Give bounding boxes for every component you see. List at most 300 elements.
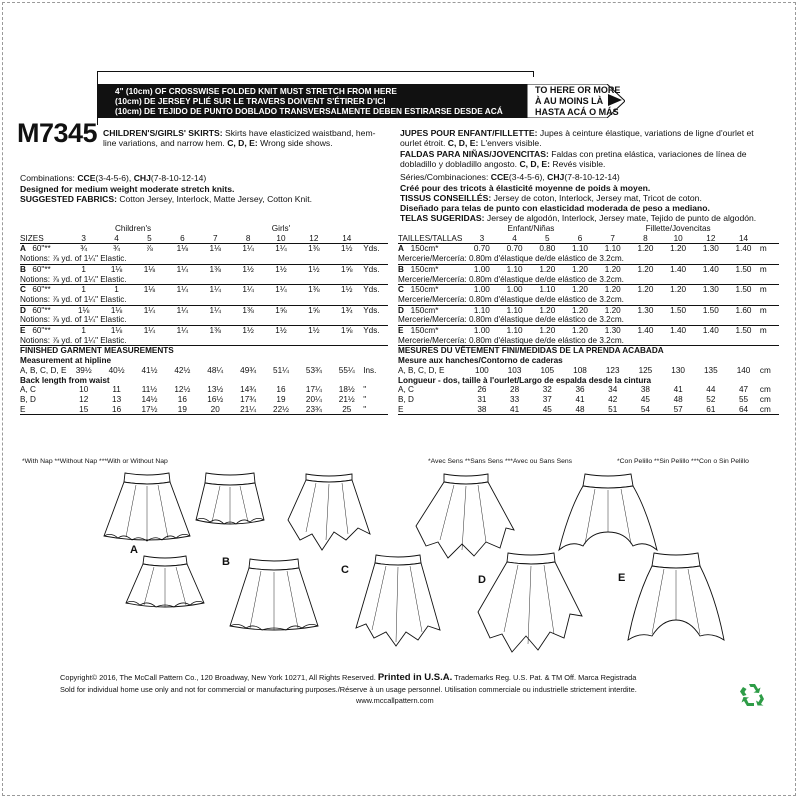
yardage-value: 1.20 bbox=[604, 264, 621, 274]
yardage-value: 1.00 bbox=[473, 264, 490, 274]
back-value: 19 bbox=[166, 405, 199, 415]
size-number: 5 bbox=[531, 234, 564, 244]
description-text-en-3: Wrong side shows. bbox=[257, 138, 333, 149]
hip-views: A, B, C, D, E bbox=[20, 365, 67, 375]
yardage-value: 1½ bbox=[275, 264, 287, 274]
yardage-value: 1.20 bbox=[572, 264, 588, 274]
stretch-line-en: 4" (10cm) OF CROSSWISE FOLDED KNIT MUST STRETCH FROM HERE bbox=[115, 86, 397, 96]
size-number: 4 bbox=[100, 234, 133, 244]
notions-row bbox=[20, 295, 388, 305]
back-value: 15 bbox=[67, 405, 100, 415]
blank-cell bbox=[20, 224, 67, 234]
home-use-notice: Sold for individual home use only and not for commercial or manufacturing purposes./Réserve à un usage personnel. Utilisation commerciale ou industrielle strictement interdite. bbox=[60, 684, 637, 694]
size-group-header-row bbox=[20, 224, 388, 234]
hip-value: 53¾ bbox=[305, 365, 322, 375]
description-views-fr: C, D, E: bbox=[447, 138, 479, 149]
view-letter: A bbox=[398, 244, 404, 254]
yardage-value: 1.20 bbox=[670, 244, 687, 254]
hip-value: 40½ bbox=[108, 365, 125, 375]
back-value: 12½ bbox=[174, 385, 191, 395]
blank-cell bbox=[363, 224, 388, 234]
yardage-unit: Yds. bbox=[363, 244, 380, 254]
hipline-label: Measurement at hipline bbox=[20, 356, 111, 366]
yardage-value: 1.20 bbox=[604, 305, 621, 315]
stretch-line-fr: (10cm) DE JERSEY PLIÉ SUR LE TRAVERS DOIVENT S'ÉTIRER D'ICI bbox=[115, 96, 386, 106]
back-value: 45 bbox=[640, 394, 650, 404]
yardage-value: 1.20 bbox=[539, 305, 556, 315]
yardage-value: 1⅜ bbox=[209, 264, 221, 274]
back-value: 51 bbox=[596, 405, 629, 415]
yardage-value: 1.40 bbox=[735, 244, 752, 254]
hip-value: 135 bbox=[703, 365, 718, 375]
fabric-width: 150cm* bbox=[410, 326, 439, 336]
yardage-value: 1.00 bbox=[506, 285, 523, 295]
description-views-en: C, D, E: bbox=[227, 138, 258, 149]
hip-value: 123 bbox=[605, 365, 620, 375]
skirt-view-b-drawing-3 bbox=[228, 556, 320, 636]
yardage-row bbox=[398, 326, 779, 336]
sizes-label: TAILLES/TALLAS bbox=[398, 234, 466, 244]
back-value: 21¼ bbox=[232, 405, 265, 415]
yardage-value: 0.70 bbox=[473, 244, 490, 254]
yardage-value: 1⅛ bbox=[110, 305, 123, 315]
yardage-value: 1.40 bbox=[637, 326, 654, 336]
description-text-en-1: Skirts have elasticized waistband, hem- bbox=[222, 128, 376, 138]
copyright-block bbox=[60, 672, 637, 707]
view-letter: B bbox=[20, 264, 26, 274]
back-value: 20 bbox=[199, 405, 232, 415]
size-group-header-row bbox=[398, 224, 779, 234]
yardage-value: 1¾ bbox=[341, 305, 353, 315]
tissus-text: Jersey de coton, Interlock, Jersey mat, Tricot de coton. bbox=[491, 193, 702, 203]
size-group-label: Enfant/Niñas bbox=[507, 224, 555, 233]
hipline-label: Mesure aux hanches/Contorno de caderas bbox=[398, 356, 563, 366]
stretch-gauge-bar bbox=[97, 84, 527, 118]
tissus-conseilles-fr bbox=[400, 193, 702, 203]
yardage-table-en bbox=[20, 224, 388, 415]
combination-sizes: (7-8-10-12-14) bbox=[150, 173, 207, 183]
back-value: 54 bbox=[629, 405, 662, 415]
yardage-value: 1¼ bbox=[143, 305, 156, 315]
arrow-head-icon bbox=[608, 94, 622, 106]
size-number: 6 bbox=[564, 234, 597, 244]
to-here-es: HASTA ACÁ O MÁS bbox=[535, 107, 619, 117]
notions-text: Mercerie/Mercería: 0.80m d'élastique de/de elástico de 3.2cm. bbox=[398, 275, 779, 285]
yardage-unit: m bbox=[759, 264, 767, 274]
back-value: 14½ bbox=[141, 394, 158, 404]
yardage-value: 1¼ bbox=[176, 305, 189, 315]
finished-measurements-title: FINISHED GARMENT MEASUREMENTS bbox=[20, 346, 174, 356]
hip-views: A, B, C, D, E bbox=[398, 365, 445, 375]
back-value: 22½ bbox=[265, 405, 298, 415]
hipline-row bbox=[398, 366, 779, 376]
back-length-row bbox=[398, 405, 779, 415]
hip-value: 130 bbox=[671, 365, 685, 375]
combination-sizes: (3-4-5-6), bbox=[508, 172, 548, 182]
size-number: 7 bbox=[199, 234, 232, 244]
yardage-value: 1.40 bbox=[670, 264, 687, 274]
back-value: 55 bbox=[738, 394, 749, 404]
yardage-value: 1 bbox=[81, 326, 86, 336]
yardage-value: 1.00 bbox=[473, 285, 490, 295]
combinations-en bbox=[20, 173, 206, 183]
back-value: 16 bbox=[100, 405, 133, 415]
description-title-en: CHILDREN'S/GIRLS' SKIRTS: bbox=[103, 128, 223, 138]
yardage-value: 1.20 bbox=[637, 264, 654, 274]
yardage-value: 1.20 bbox=[539, 264, 556, 274]
notions-row bbox=[398, 336, 779, 346]
back-value: 14¾ bbox=[240, 385, 257, 395]
blank-cell bbox=[363, 234, 388, 244]
yardage-row bbox=[398, 264, 779, 274]
yardage-value: 1⅛ bbox=[110, 326, 123, 336]
view-label-a: A bbox=[130, 544, 138, 556]
yardage-value: 1.10 bbox=[473, 305, 490, 315]
footnote-fr: *Avec Sens **Sans Sens ***Avec ou Sans Sens bbox=[428, 458, 573, 465]
back-value: 38 bbox=[466, 405, 499, 415]
yardage-value: 1.20 bbox=[604, 285, 621, 295]
back-value: 26 bbox=[477, 385, 487, 395]
yardage-row bbox=[20, 285, 388, 295]
telas-text: Jersey de algodón, Interlock, Jersey mate, Tejido de punto de algodón. bbox=[484, 213, 757, 223]
notions-row bbox=[398, 254, 779, 264]
skirt-view-a-drawing bbox=[101, 470, 193, 545]
back-value: 25 bbox=[330, 405, 363, 415]
description-text-es-1: Faldas con pretina elástica, variaciones de línea de bbox=[548, 148, 747, 159]
yardage-row bbox=[20, 326, 388, 336]
notions-row bbox=[398, 315, 779, 325]
combination-sizes: (3-4-5-6), bbox=[95, 173, 134, 183]
finished-header-row bbox=[20, 346, 388, 356]
yardage-value: 1.00 bbox=[473, 326, 490, 336]
view-letter: B bbox=[398, 264, 404, 274]
back-unit: cm bbox=[759, 394, 771, 404]
notions-row bbox=[20, 315, 388, 325]
fabric-width: 60"** bbox=[32, 264, 51, 274]
back-value: 47 bbox=[738, 385, 749, 395]
yardage-value: 1½ bbox=[242, 326, 254, 336]
view-letter: C bbox=[20, 285, 26, 295]
back-value: 16½ bbox=[207, 394, 224, 404]
description-text-fr-2: ourlet étroit. bbox=[400, 138, 448, 149]
yardage-value: 1.20 bbox=[670, 285, 687, 295]
back-value: 21½ bbox=[338, 394, 355, 404]
yardage-unit: Yds. bbox=[363, 285, 380, 295]
yardage-row bbox=[398, 244, 779, 254]
back-views: B, D bbox=[20, 394, 36, 404]
size-number: 7 bbox=[596, 234, 629, 244]
suggested-fabrics-en bbox=[20, 194, 312, 204]
yardage-value: 1.60 bbox=[735, 305, 752, 315]
skirt-view-e-drawing-2 bbox=[624, 550, 728, 646]
hip-value: 42½ bbox=[174, 365, 191, 375]
back-value: 31 bbox=[477, 394, 487, 404]
back-value: 48 bbox=[564, 405, 597, 415]
to-here-en: TO HERE OR MORE bbox=[535, 85, 621, 95]
blank-cell bbox=[760, 224, 779, 234]
size-number: 6 bbox=[166, 234, 199, 244]
yardage-value: 1½ bbox=[341, 244, 353, 254]
notions-row bbox=[20, 275, 388, 285]
hip-value: 100 bbox=[475, 365, 489, 375]
yardage-unit: m bbox=[759, 305, 767, 315]
notions-text: Mercerie/Mercería: 0.80m d'élastique de/de elástico de 3.2cm. bbox=[398, 315, 779, 325]
description-text-es-3: Revés visible. bbox=[550, 159, 606, 170]
hip-unit: Ins. bbox=[363, 365, 377, 375]
yardage-value: 1.30 bbox=[604, 326, 621, 336]
notions-text: Notions: ⅞ yd. of 1¼" Elastic. bbox=[20, 315, 388, 325]
description-text-fr-3: L'envers visible. bbox=[478, 138, 542, 149]
fabric-width: 60"** bbox=[32, 244, 51, 254]
yardage-value: 1.50 bbox=[670, 305, 687, 315]
yardage-value: 1½ bbox=[242, 264, 254, 274]
footnote-en: *With Nap **Without Nap ***With or Without Nap bbox=[22, 458, 168, 465]
yardage-value: 0.80 bbox=[539, 244, 556, 254]
combination-code: CHJ bbox=[547, 172, 565, 182]
yardage-value: 1.10 bbox=[604, 244, 621, 254]
sizes-header-row bbox=[398, 234, 779, 244]
back-length-label: Longueur - dos, taille à l'ourlet/Largo de espalda desde la cintura bbox=[398, 375, 652, 385]
back-unit: " bbox=[363, 394, 367, 404]
fabrics-text: Cotton Jersey, Interlock, Matte Jersey, Cotton Knit. bbox=[116, 194, 312, 204]
yardage-value: 1¼ bbox=[242, 244, 254, 254]
yardage-value: 1⅝ bbox=[275, 305, 287, 315]
yardage-unit: m bbox=[759, 326, 767, 336]
back-value: 33 bbox=[510, 394, 520, 404]
back-value: 10 bbox=[79, 385, 89, 395]
description-text-es-2: dobladillo y dobladillo angosto. bbox=[400, 159, 520, 170]
size-number: 12 bbox=[297, 234, 330, 244]
yardage-value: 1⅜ bbox=[308, 285, 320, 295]
notions-text: Notions: ⅞ yd. of 1¼" Elastic. bbox=[20, 295, 388, 305]
yardage-value: ¾ bbox=[113, 244, 120, 254]
back-views: B, D bbox=[398, 394, 414, 404]
yardage-value: 1.30 bbox=[637, 305, 654, 315]
tissus-label: TISSUS CONSEILLÉS: bbox=[400, 193, 492, 203]
back-value: 18½ bbox=[338, 385, 355, 395]
yardage-value: ⅞ bbox=[146, 244, 153, 254]
back-value: 37 bbox=[542, 394, 552, 404]
view-label-b: B bbox=[222, 556, 230, 568]
hip-value: 103 bbox=[507, 365, 522, 375]
back-views: E bbox=[20, 405, 67, 415]
yardage-value: 1⅜ bbox=[308, 244, 320, 254]
yardage-unit: Yds. bbox=[363, 264, 380, 274]
fabric-width: 150cm* bbox=[410, 244, 439, 254]
yardage-value: 1⅛ bbox=[209, 244, 221, 254]
yardage-value: 1.20 bbox=[572, 326, 588, 336]
notions-text: Mercerie/Mercería: 0.80m d'élastique de/de elástico de 3.2cm. bbox=[398, 336, 779, 346]
back-length-row bbox=[20, 385, 388, 395]
back-value: 61 bbox=[694, 405, 727, 415]
yardage-value: 1½ bbox=[275, 326, 287, 336]
size-number: 8 bbox=[629, 234, 662, 244]
designed-for-en: Designed for medium weight moderate stretch knits. bbox=[20, 184, 235, 194]
skirt-view-c-drawing-2 bbox=[354, 552, 442, 648]
stretch-gauge-tick bbox=[533, 71, 534, 77]
back-value: 20¼ bbox=[305, 394, 322, 404]
yardage-value: 1.10 bbox=[572, 244, 588, 254]
telas-label: TELAS SUGERIDAS: bbox=[400, 213, 485, 223]
yardage-value: 1.10 bbox=[539, 285, 556, 295]
back-value: 17¼ bbox=[305, 385, 322, 395]
size-number: 3 bbox=[67, 234, 100, 244]
size-group-label: Girls' bbox=[271, 224, 291, 233]
yardage-value: 1¼ bbox=[275, 244, 287, 254]
back-value: 64 bbox=[727, 405, 760, 415]
size-number: 14 bbox=[330, 234, 363, 244]
website-link[interactable]: www.mccallpattern.com bbox=[356, 696, 434, 705]
back-views: E bbox=[398, 405, 466, 415]
view-letter: A bbox=[20, 244, 26, 254]
yardage-value: 1.30 bbox=[702, 244, 719, 254]
yardage-value: 1.50 bbox=[702, 305, 719, 315]
hip-value: 41½ bbox=[141, 365, 158, 375]
view-label-d: D bbox=[478, 574, 486, 586]
printed-in-label: Printed in U.S.A. bbox=[377, 672, 453, 683]
yardage-value: 1.50 bbox=[735, 285, 752, 295]
yardage-value: 1⅛ bbox=[143, 285, 156, 295]
yardage-row bbox=[398, 305, 779, 315]
back-length-row bbox=[20, 395, 388, 405]
yardage-row bbox=[20, 264, 388, 274]
fabric-width: 150cm* bbox=[410, 264, 439, 274]
description-en bbox=[103, 128, 403, 149]
hipline-label-row bbox=[20, 356, 388, 366]
yardage-value: 1.10 bbox=[506, 305, 523, 315]
description-views-es: C, D, E: bbox=[519, 159, 551, 170]
yardage-value: 1¼ bbox=[275, 285, 287, 295]
back-value: 41 bbox=[498, 405, 531, 415]
yardage-value: 1⅜ bbox=[209, 326, 221, 336]
hip-value: 49¾ bbox=[240, 365, 257, 375]
disenado-es: Diseñado para telas de punto con elasticidad moderada de peso a mediano. bbox=[400, 203, 710, 213]
yardage-row bbox=[398, 285, 779, 295]
hip-value: 105 bbox=[540, 365, 555, 375]
hipline-row bbox=[20, 366, 388, 376]
view-letter: C bbox=[398, 285, 404, 295]
yardage-value: 1.40 bbox=[702, 326, 719, 336]
skirt-view-c-drawing-1 bbox=[286, 470, 372, 552]
sizes-header-row bbox=[20, 234, 388, 244]
combinations-label: Combinations: bbox=[20, 173, 78, 183]
yardage-value: 1⅛ bbox=[143, 264, 156, 274]
yardage-value: 1⅛ bbox=[78, 305, 90, 315]
fabrics-label: SUGGESTED FABRICS: bbox=[20, 194, 117, 204]
pattern-number: M7345 bbox=[17, 118, 98, 148]
back-value: 28 bbox=[510, 385, 520, 395]
hip-value: 51¼ bbox=[273, 365, 289, 375]
blank-cell bbox=[760, 234, 779, 244]
fabric-width: 60"** bbox=[32, 285, 51, 295]
hip-value: 125 bbox=[638, 365, 653, 375]
back-value: 32 bbox=[542, 385, 552, 395]
yardage-value: 1½ bbox=[308, 326, 320, 336]
size-number: 10 bbox=[662, 234, 695, 244]
back-views: A, C bbox=[20, 385, 36, 395]
skirt-view-b-drawing-2 bbox=[124, 553, 206, 613]
yardage-value: 1¼ bbox=[209, 285, 221, 295]
hipline-label-row bbox=[398, 356, 779, 366]
yardage-value: 1¼ bbox=[242, 285, 254, 295]
yardage-value: 1.10 bbox=[506, 326, 523, 336]
yardage-value: 1.40 bbox=[702, 264, 719, 274]
yardage-table-fr-es bbox=[398, 224, 779, 415]
yardage-row bbox=[20, 244, 388, 254]
notions-row bbox=[398, 295, 779, 305]
skirt-view-e-drawing-1 bbox=[555, 470, 661, 556]
yardage-unit: m bbox=[759, 285, 767, 295]
back-value: 16 bbox=[276, 385, 286, 395]
footnote-es: *Con Pelillo **Sin Pelillo ***Con o Sin Pelillo bbox=[617, 458, 749, 465]
notions-text: Mercerie/Mercería: 0.80m d'élastique de/de elástico de 3.2cm. bbox=[398, 295, 779, 305]
back-value: 13 bbox=[112, 394, 122, 404]
cree-pour-fr: Créé pour des tricots à élasticité moyenne de poids à moyen. bbox=[400, 183, 651, 193]
yardage-value: 1.50 bbox=[735, 264, 752, 274]
stretch-gauge-top-line bbox=[97, 71, 533, 72]
yardage-row bbox=[20, 305, 388, 315]
notions-text: Notions: ⅞ yd. of 1¼" Elastic. bbox=[20, 275, 388, 285]
size-number: 14 bbox=[727, 234, 760, 244]
size-number: 4 bbox=[498, 234, 531, 244]
back-value: 11 bbox=[112, 385, 121, 395]
yardage-value: 1 bbox=[114, 285, 119, 295]
back-unit: " bbox=[363, 385, 367, 395]
yardage-value: 1.20 bbox=[572, 305, 588, 315]
back-value: 41 bbox=[575, 394, 585, 404]
back-unit: " bbox=[363, 405, 388, 415]
stretch-line-es: (10cm) DE TEJIDO DE PUNTO DOBLADO TRANSVERSALMENTE DEBEN ESTIRARSE DESDE ACÁ bbox=[115, 106, 503, 116]
description-title-es: FALDAS PARA NIÑAS/JOVENCITAS: bbox=[400, 148, 549, 159]
back-value: 44 bbox=[706, 385, 716, 395]
back-value: 34 bbox=[608, 385, 618, 395]
yardage-value: 1⅝ bbox=[308, 305, 320, 315]
copyright-text: Copyright© 2016, The McCall Pattern Co., 120 Broadway, New York 10271, All Rights Reserved. bbox=[60, 673, 376, 682]
to-here-fr: À AU MOINS LÀ bbox=[535, 96, 604, 106]
back-unit: cm bbox=[760, 405, 779, 415]
view-letter: D bbox=[20, 305, 26, 315]
hip-unit: cm bbox=[759, 365, 771, 375]
combination-sizes: (7-8-10-12-14) bbox=[564, 172, 620, 182]
hip-value: 108 bbox=[573, 365, 587, 375]
yardage-value: ¾ bbox=[80, 244, 88, 254]
notions-row bbox=[20, 336, 388, 346]
view-letter: E bbox=[20, 326, 26, 336]
fabric-width: 150cm* bbox=[410, 285, 439, 295]
size-number: 3 bbox=[466, 234, 499, 244]
fabric-width: 150cm* bbox=[410, 305, 439, 315]
back-length-row bbox=[398, 385, 779, 395]
yardage-value: 1⅛ bbox=[176, 244, 189, 254]
yardage-unit: Yds. bbox=[363, 326, 380, 336]
back-value: 36 bbox=[575, 385, 585, 395]
view-letter: E bbox=[398, 326, 404, 336]
yardage-value: 1¼ bbox=[176, 285, 189, 295]
skirt-view-b-drawing-1 bbox=[194, 470, 266, 530]
notions-row bbox=[20, 254, 388, 264]
yardage-value: 1½ bbox=[308, 264, 320, 274]
back-value: 38 bbox=[640, 385, 650, 395]
yardage-value: 1¼ bbox=[176, 264, 189, 274]
size-number: 5 bbox=[133, 234, 166, 244]
skirt-view-d-drawing-2 bbox=[476, 550, 586, 656]
size-number: 12 bbox=[694, 234, 727, 244]
finished-header-row bbox=[398, 346, 779, 356]
back-value: 19 bbox=[276, 394, 286, 404]
combinations-fr-es bbox=[400, 172, 620, 182]
yardage-value: 1¼ bbox=[143, 326, 156, 336]
skirt-view-d-drawing-1 bbox=[414, 470, 518, 562]
